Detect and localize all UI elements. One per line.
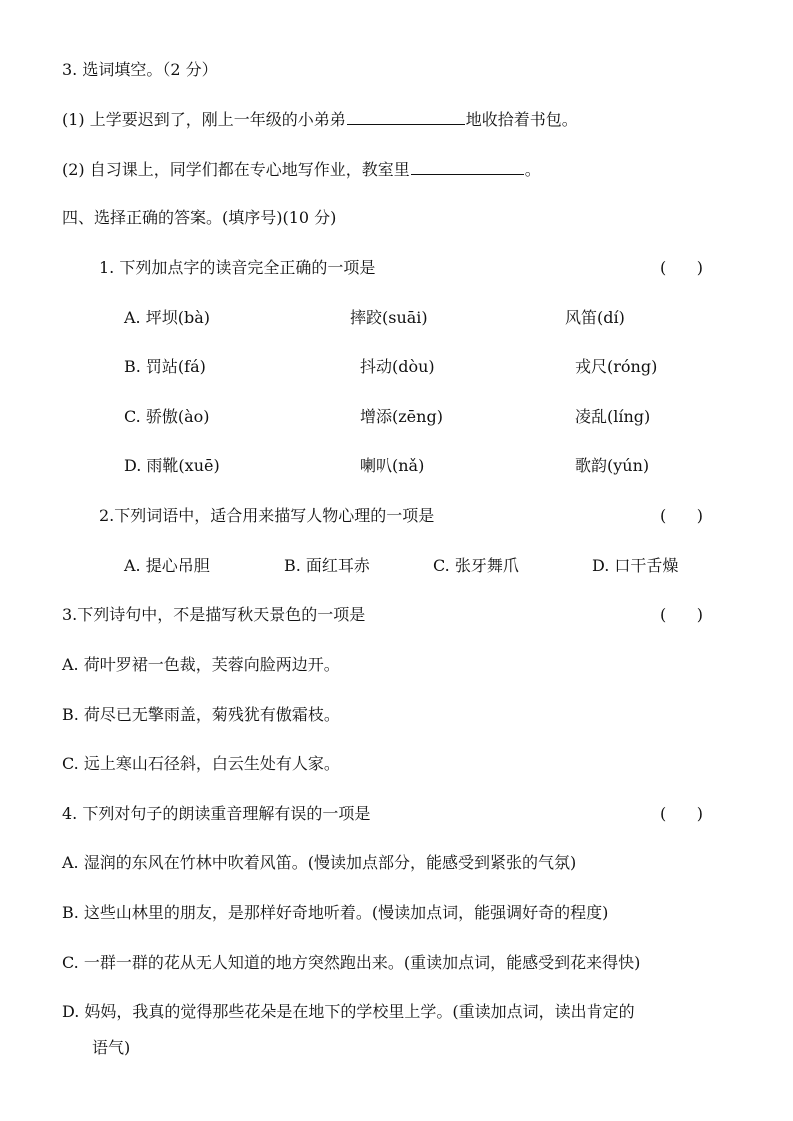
- q1-option-c2: 增添(zēng): [360, 407, 443, 426]
- fill-question-2-text: (2) 自习课上，同学们都在专心地写作业，教室里: [62, 160, 410, 179]
- q1-option-c3: 凌乱(líng): [575, 407, 651, 426]
- fill-question-1-text: (1) 上学要迟到了，刚上一年级的小弟弟: [62, 110, 346, 129]
- q1-option-d3: 歌韵(yún): [575, 456, 650, 475]
- fill-question-2: [62, 158, 541, 181]
- fill-question-2-tail: 。: [524, 160, 541, 179]
- fill-question-1-tail: 地收拾着书包。: [465, 110, 578, 129]
- q1-option-d2: 喇叭(nǎ): [360, 456, 425, 475]
- answer-paren-3[interactable]: ( ): [660, 605, 703, 624]
- q3-option-a: A. 荷叶罗裙一色裁，芙蓉向脸两边开。: [62, 655, 340, 674]
- choice-question-2-stem: 2.下列词语中，适合用来描写人物心理的一项是: [99, 506, 435, 525]
- answer-paren-4[interactable]: ( ): [660, 804, 703, 823]
- q2-option-c: C. 张牙舞爪: [433, 556, 519, 575]
- answer-paren-2[interactable]: ( ): [660, 506, 703, 525]
- fill-question-1: [62, 108, 578, 131]
- q1-option-c1: C. 骄傲(ào): [124, 407, 210, 426]
- q4-option-a: A. 湿润的东风在竹林中吹着风笛。(慢读加点部分，能感受到紧张的气氛): [62, 853, 577, 872]
- answer-blank-2[interactable]: [411, 158, 524, 175]
- q2-option-b: B. 面红耳赤: [284, 556, 370, 575]
- answer-paren-1[interactable]: ( ): [660, 258, 703, 277]
- q4-option-b: B. 这些山林里的朋友，是那样好奇地听着。(慢读加点词，能强调好奇的程度): [62, 903, 609, 922]
- q1-option-b1: B. 罚站(fá): [124, 357, 206, 376]
- q3-option-c: C. 远上寒山石径斜，白云生处有人家。: [62, 754, 340, 773]
- q1-option-a2: 摔跤(suāi): [350, 308, 428, 327]
- section-4-title: 四、选择正确的答案。(填序号)(10 分): [62, 208, 337, 227]
- q2-option-d: D. 口干舌燥: [592, 556, 679, 575]
- q1-option-b2: 抖动(dòu): [360, 357, 435, 376]
- q2-option-a: A. 提心吊胆: [124, 556, 210, 575]
- q4-option-d-continued: 语气): [92, 1038, 131, 1057]
- choice-question-1-stem: 1. 下列加点字的读音完全正确的一项是: [99, 258, 376, 277]
- q4-option-d: D. 妈妈，我真的觉得那些花朵是在地下的学校里上学。(重读加点词，读出肯定的: [62, 1002, 635, 1021]
- q1-option-d1: D. 雨靴(xuē): [124, 456, 220, 475]
- q1-option-b3: 戎尺(róng): [575, 357, 658, 376]
- section-3-title: 3. 选词填空。（2 分）: [62, 60, 218, 79]
- q1-option-a1: A. 坪坝(bà): [124, 308, 210, 327]
- q3-option-b: B. 荷尽已无擎雨盖，菊残犹有傲霜枝。: [62, 705, 340, 724]
- q4-option-c: C. 一群一群的花从无人知道的地方突然跑出来。(重读加点词，能感受到花来得快): [62, 953, 641, 972]
- choice-question-4-stem: 4. 下列对句子的朗读重音理解有误的一项是: [62, 804, 371, 823]
- q1-option-a3: 风笛(dí): [565, 308, 625, 327]
- choice-question-3-stem: 3.下列诗句中，不是描写秋天景色的一项是: [62, 605, 366, 624]
- answer-blank-1[interactable]: [347, 108, 465, 125]
